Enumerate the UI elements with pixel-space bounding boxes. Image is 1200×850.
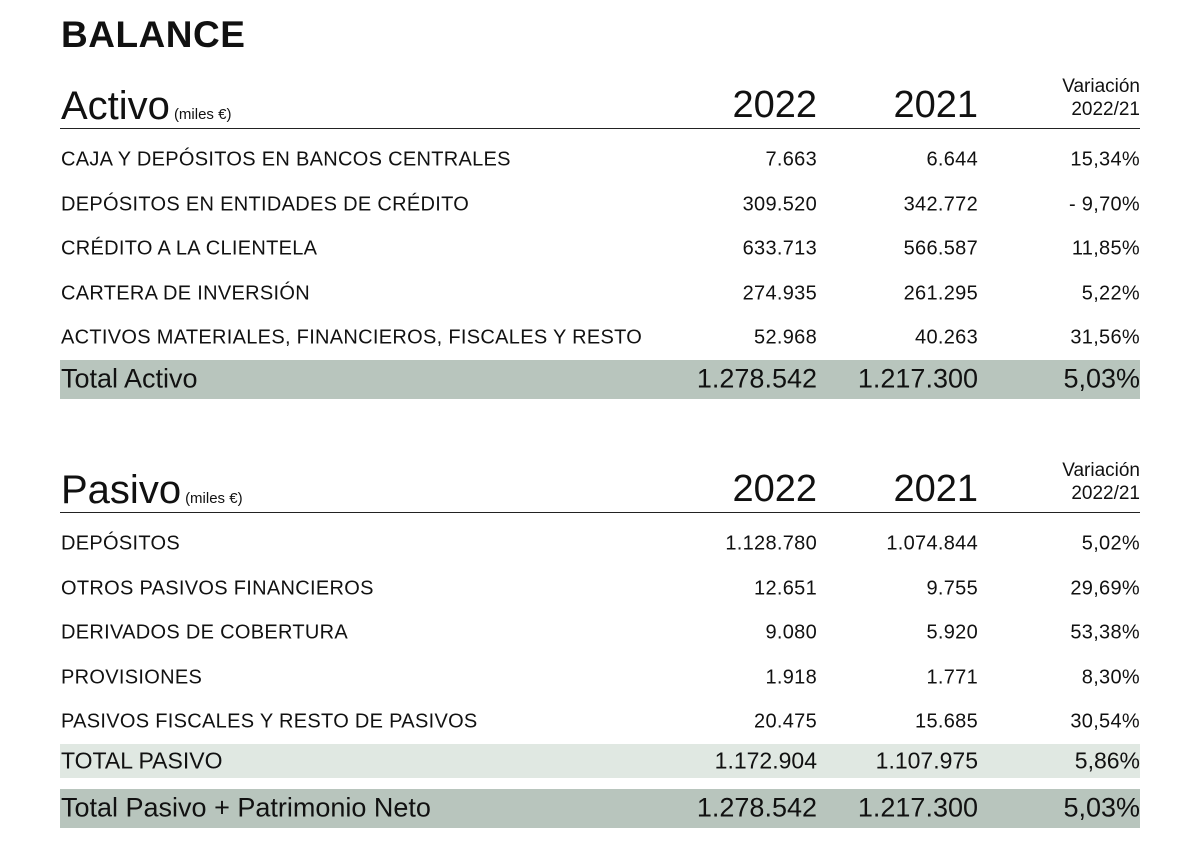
activo-year-2022: 2022 xyxy=(732,84,817,126)
total-value-2022: 1.278.542 xyxy=(696,792,817,823)
row-label: OTROS PASIVOS FINANCIEROS xyxy=(61,577,374,600)
activo-rows xyxy=(60,129,1140,361)
table-row xyxy=(60,183,1140,228)
activo-variation-header xyxy=(1062,76,1140,122)
row-value-2022: 633.713 xyxy=(742,237,817,260)
row-variation: 31,56% xyxy=(1070,326,1140,349)
row-label: PROVISIONES xyxy=(61,666,203,689)
row-label: PASIVOS FISCALES Y RESTO DE PASIVOS xyxy=(61,710,478,733)
pasivo-section xyxy=(60,454,1140,828)
pasivo-year-2022: 2022 xyxy=(732,468,817,510)
total-value-2021: 1.217.300 xyxy=(857,792,978,823)
row-variation: 11,85% xyxy=(1071,237,1140,260)
subtotal-value-2021: 1.107.975 xyxy=(875,747,978,773)
total-value-2021: 1.217.300 xyxy=(857,363,978,394)
total-variation: 5,03% xyxy=(1063,792,1140,823)
row-value-2022: 309.520 xyxy=(742,193,817,216)
table-row xyxy=(60,227,1140,272)
table-row xyxy=(60,522,1140,567)
row-label: DERIVADOS DE COBERTURA xyxy=(61,621,349,644)
page-title: BALANCE xyxy=(61,14,246,55)
pasivo-heading-text: Pasivo xyxy=(61,468,182,512)
row-variation: 5,02% xyxy=(1081,532,1140,555)
row-value-2021: 6.644 xyxy=(926,148,978,171)
activo-var-line1: Variación xyxy=(1062,76,1140,98)
activo-heading-text: Activo xyxy=(61,84,170,128)
row-label: CRÉDITO A LA CLIENTELA xyxy=(61,237,318,260)
table-row xyxy=(60,316,1140,361)
pasivo-unit: (miles €) xyxy=(185,490,243,507)
table-row xyxy=(60,567,1140,612)
row-value-2021: 566.587 xyxy=(903,237,978,260)
row-label: ACTIVOS MATERIALES, FINANCIEROS, FISCALES Y RESTO xyxy=(61,326,643,349)
row-value-2022: 52.968 xyxy=(754,326,817,349)
row-value-2021: 15.685 xyxy=(915,710,978,733)
pasivo-heading xyxy=(61,470,243,510)
row-label: CAJA Y DEPÓSITOS EN BANCOS CENTRALES xyxy=(61,148,511,171)
pasivo-var-line2: 2022/21 xyxy=(1071,483,1140,505)
activo-heading xyxy=(61,86,231,126)
subtotal-label: TOTAL PASIVO xyxy=(61,747,223,773)
subtotal-value-2022: 1.172.904 xyxy=(714,747,817,773)
row-value-2022: 1.918 xyxy=(765,666,817,689)
row-value-2022: 7.663 xyxy=(765,148,817,171)
row-value-2021: 1.074.844 xyxy=(886,532,978,555)
total-variation: 5,03% xyxy=(1063,363,1140,394)
row-value-2022: 20.475 xyxy=(754,710,817,733)
total-activo-row xyxy=(60,360,1140,399)
activo-section xyxy=(60,70,1140,399)
row-variation: 53,38% xyxy=(1070,621,1140,644)
table-row xyxy=(60,138,1140,183)
row-variation: 5,22% xyxy=(1081,282,1140,305)
activo-var-line2: 2022/21 xyxy=(1071,99,1140,121)
total-pasivo-row xyxy=(60,744,1140,778)
row-label: DEPÓSITOS EN ENTIDADES DE CRÉDITO xyxy=(61,193,470,216)
row-label: DEPÓSITOS xyxy=(61,532,181,555)
table-row xyxy=(60,611,1140,656)
pasivo-header xyxy=(60,454,1140,513)
total-label: Total Activo xyxy=(61,363,198,394)
row-value-2021: 261.295 xyxy=(903,282,978,305)
table-row xyxy=(60,656,1140,701)
row-label: CARTERA DE INVERSIÓN xyxy=(61,282,311,305)
table-row xyxy=(60,272,1140,317)
total-value-2022: 1.278.542 xyxy=(696,363,817,394)
row-variation: 8,30% xyxy=(1081,666,1140,689)
row-value-2021: 5.920 xyxy=(926,621,978,644)
row-value-2022: 9.080 xyxy=(765,621,817,644)
row-value-2022: 274.935 xyxy=(742,282,817,305)
row-variation: 30,54% xyxy=(1070,710,1140,733)
pasivo-var-line1: Variación xyxy=(1062,460,1140,482)
pasivo-variation-header xyxy=(1062,460,1140,506)
row-value-2022: 1.128.780 xyxy=(725,532,817,555)
row-value-2021: 40.263 xyxy=(915,326,978,349)
total-label: Total Pasivo + Patrimonio Neto xyxy=(61,792,431,823)
row-variation: 15,34% xyxy=(1070,148,1140,171)
row-value-2022: 12.651 xyxy=(754,577,817,600)
row-variation: 29,69% xyxy=(1070,577,1140,600)
subtotal-variation: 5,86% xyxy=(1074,747,1140,773)
activo-unit: (miles €) xyxy=(173,106,232,123)
row-variation: - 9,70% xyxy=(1068,193,1140,216)
activo-year-2021: 2021 xyxy=(893,84,978,126)
activo-header xyxy=(60,70,1140,129)
row-value-2021: 342.772 xyxy=(903,193,978,216)
row-value-2021: 9.755 xyxy=(926,577,978,600)
total-pasivo-patrimonio-row xyxy=(60,789,1140,828)
pasivo-year-2021: 2021 xyxy=(893,468,978,510)
table-row xyxy=(60,700,1140,745)
pasivo-rows xyxy=(60,513,1140,745)
row-value-2021: 1.771 xyxy=(926,666,978,689)
